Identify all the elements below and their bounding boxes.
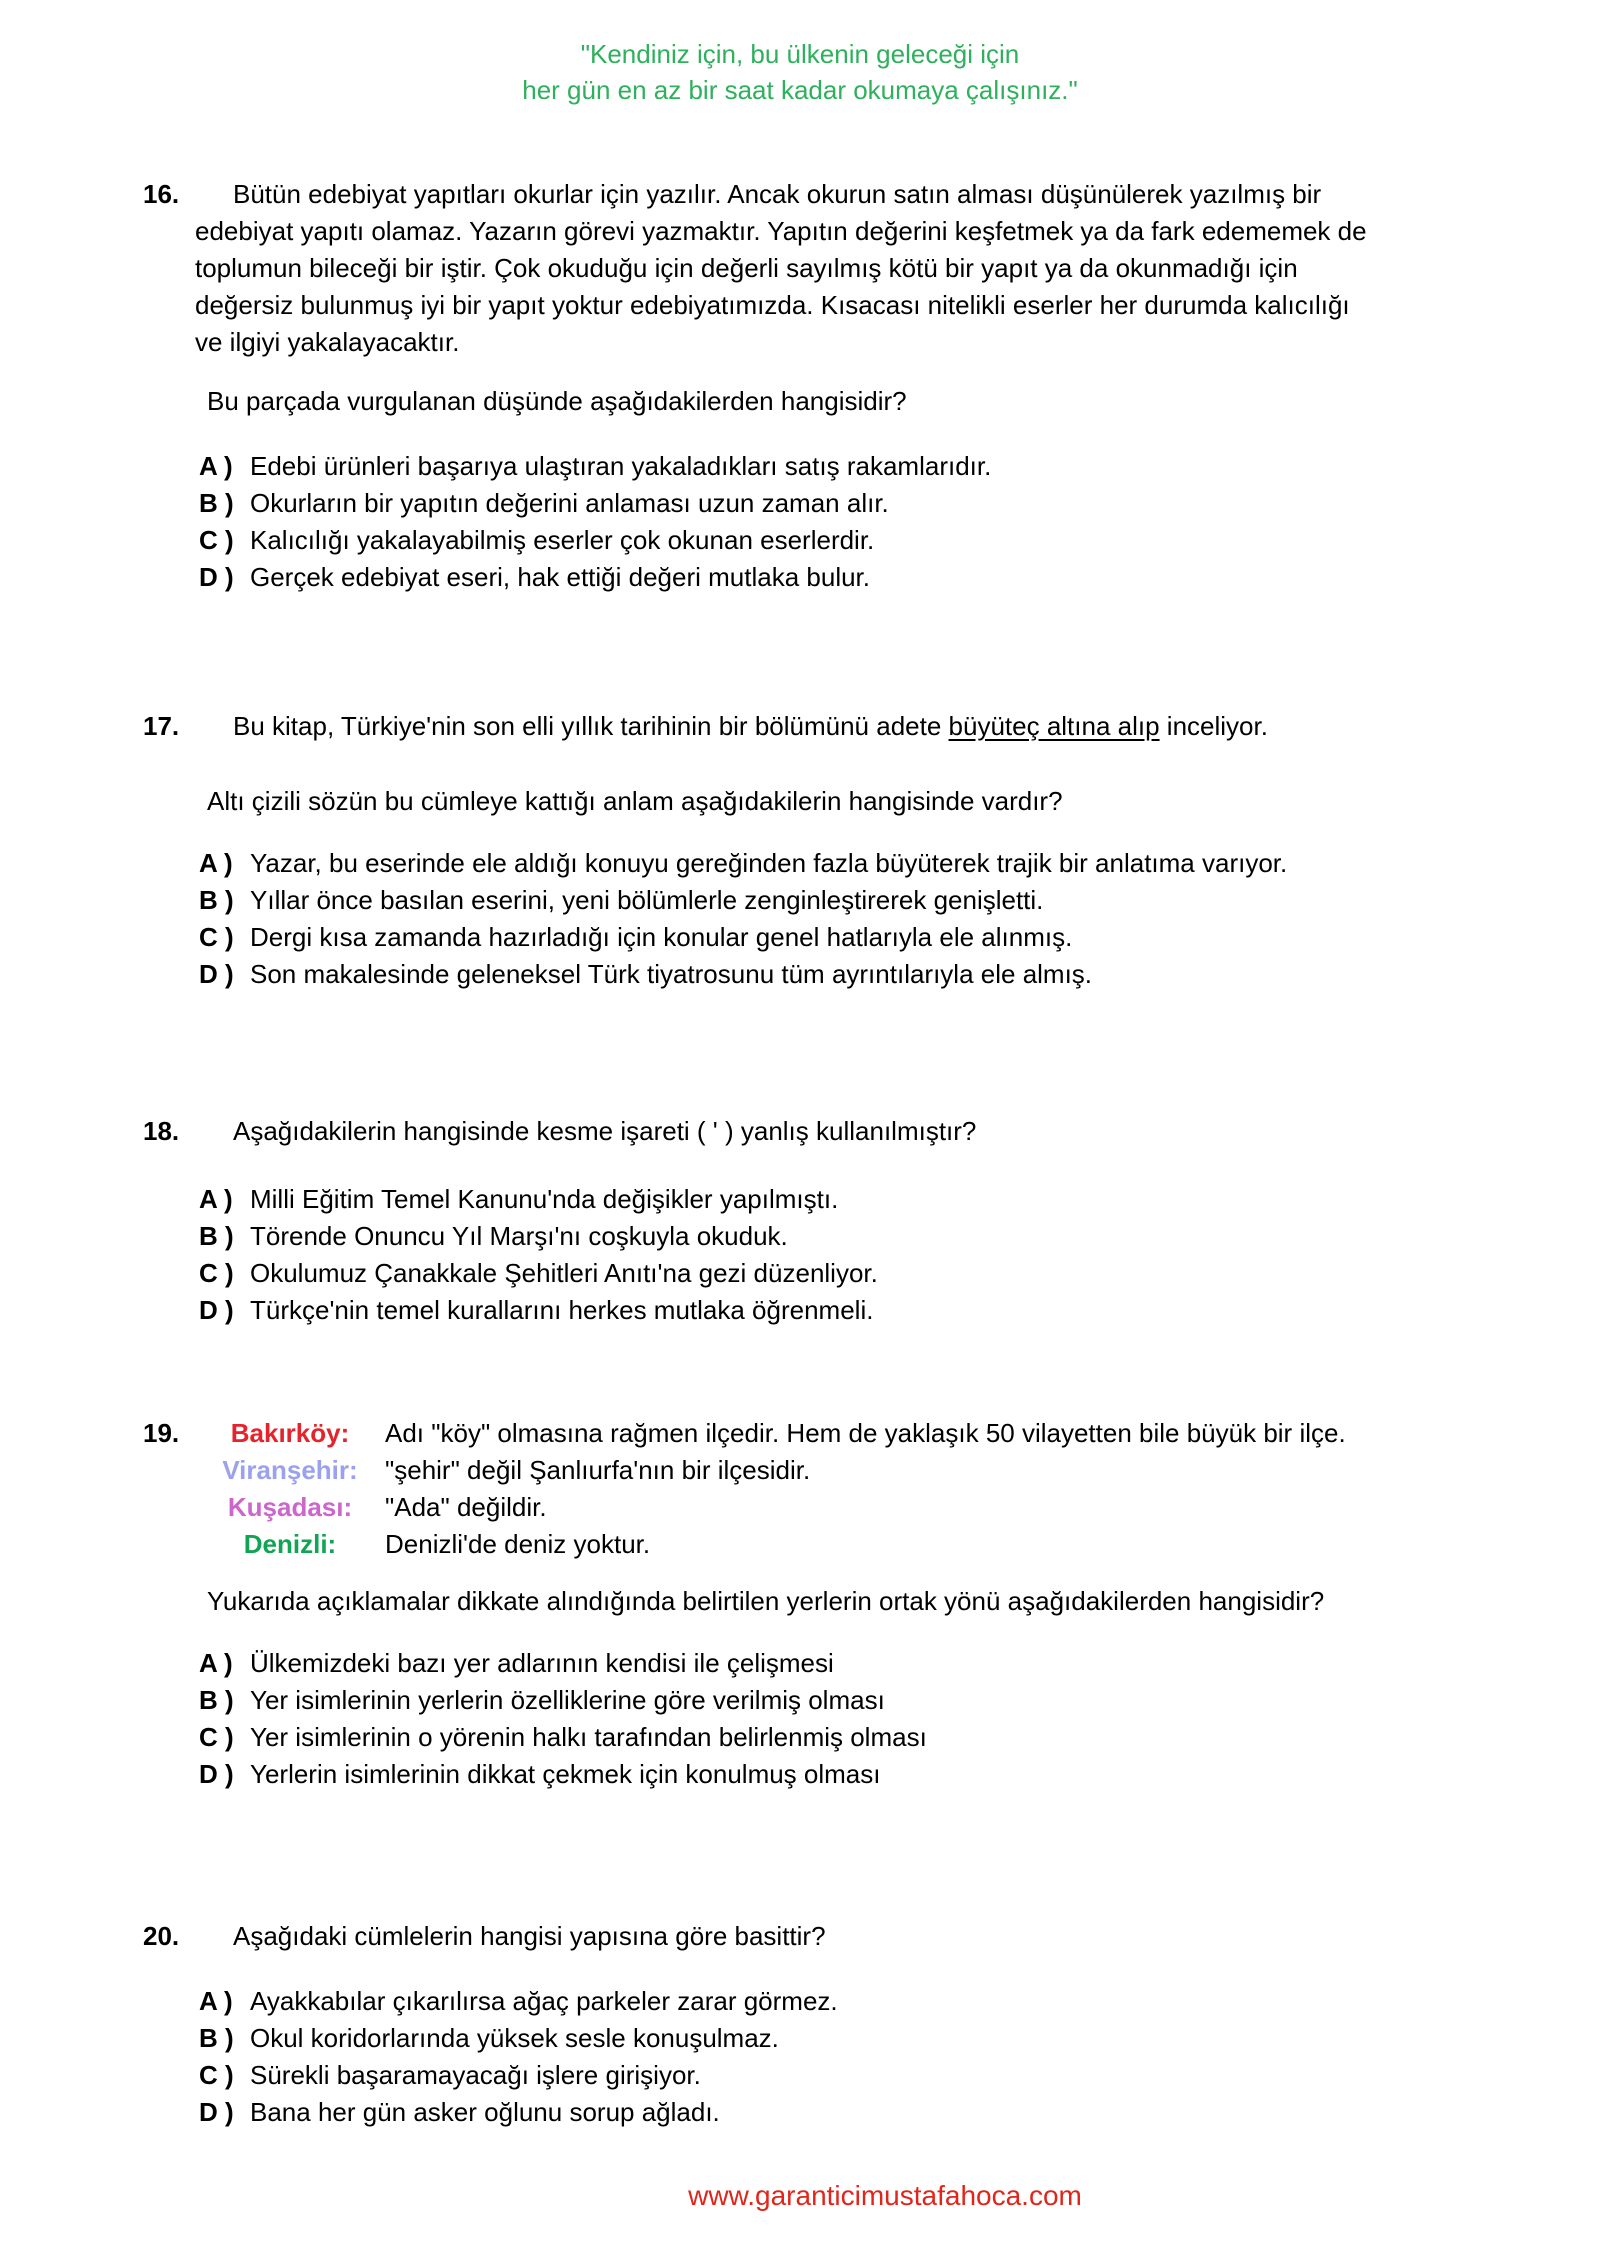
question-18-stem: Aşağıdakilerin hangisinde kesme işareti ( ' ) yanlış kullanılmıştır?: [233, 1116, 977, 1146]
option-20-a: [195, 1983, 1457, 2020]
paragraph-line: değersiz bulunmuş iyi bir yapıt yoktur edebiyatımızda. Kısacası nitelikli eserler her durumda kalıcılığı: [195, 290, 1350, 320]
option-text: Türkçe'nin temel kurallarını herkes mutlaka öğrenmeli.: [250, 1295, 874, 1325]
option-letter: A ): [199, 1648, 233, 1678]
option-text: Okulumuz Çanakkale Şehitleri Anıtı'na gezi düzenliyor.: [250, 1258, 878, 1288]
option-18-b: [195, 1218, 1457, 1255]
option-17-b: [195, 882, 1457, 919]
place-row: [195, 1526, 1457, 1563]
option-text: Yerlerin isimlerinin dikkat çekmek için konulmuş olması: [250, 1759, 881, 1789]
option-letter: D ): [199, 1295, 234, 1325]
option-letter: B ): [199, 488, 234, 518]
question-19-stem: Yukarıda açıklamalar dikkate alındığında belirtilen yerlerin ortak yönü aşağıdakilerden hangisidir?: [207, 1586, 1325, 1616]
option-16-b: [195, 485, 1457, 522]
sentence-before: Bu kitap, Türkiye'nin son elli yıllık tarihinin bir bölümünü adete: [233, 711, 949, 741]
question-16-body: [195, 176, 1457, 596]
option-text: Ülkemizdeki bazı yer adlarının kendisi ile çelişmesi: [250, 1648, 834, 1678]
option-text: Yer isimlerinin yerlerin özelliklerine göre verilmiş olması: [250, 1685, 885, 1715]
question-20-body: [195, 1918, 1457, 2131]
header-quote-line1: "Kendiniz için, bu ülkenin geleceği için: [580, 39, 1020, 69]
option-letter: B ): [199, 1221, 234, 1251]
option-letter: A ): [199, 451, 233, 481]
option-text: Yazar, bu eserinde ele aldığı konuyu gereğinden fazla büyüterek trajik bir anlatıma varıyor.: [250, 848, 1288, 878]
option-text: Yer isimlerinin o yörenin halkı tarafından belirlenmiş olması: [250, 1722, 927, 1752]
question-16-stem: Bu parçada vurgulanan düşünde aşağıdakilerden hangisidir?: [207, 386, 907, 416]
option-text: Gerçek edebiyat eseri, hak ettiği değeri mutlaka bulur.: [250, 562, 871, 592]
option-19-b: [195, 1682, 1457, 1719]
question-18-options: [195, 1181, 1457, 1329]
question-16-options: [195, 448, 1457, 596]
option-letter: C ): [199, 2060, 234, 2090]
option-text: Ayakkabılar çıkarılırsa ağaç parkeler zarar görmez.: [250, 1986, 838, 2016]
question-20-number: 20.: [143, 1921, 180, 1951]
question-17-stem: Altı çizili sözün bu cümleye kattığı anlam aşağıdakilerin hangisinde vardır?: [207, 786, 1063, 816]
paragraph-line: Bütün edebiyat yapıtları okurlar için yazılır. Ancak okurun satın alması düşünülerek yazılmış bir: [233, 179, 1322, 209]
option-16-d: [195, 559, 1457, 596]
option-17-c: [195, 919, 1457, 956]
place-description: Adı "köy" olmasına rağmen ilçedir. Hem de yaklaşık 50 vilayetten bile büyük bir ilçe.: [385, 1418, 1346, 1448]
question-17-options: [195, 845, 1457, 993]
option-letter: D ): [199, 959, 234, 989]
option-20-d: [195, 2094, 1457, 2131]
question-16: [143, 176, 1457, 596]
sentence-after: inceliyor.: [1159, 711, 1268, 741]
question-20-stem: Aşağıdaki cümlelerin hangisi yapısına göre basittir?: [233, 1921, 826, 1951]
option-letter: D ): [199, 1759, 234, 1789]
place-label: Denizli:: [243, 1529, 337, 1559]
option-text: Bana her gün asker oğlunu sorup ağladı.: [250, 2097, 720, 2127]
option-19-d: [195, 1756, 1457, 1793]
option-letter: C ): [199, 525, 234, 555]
option-20-c: [195, 2057, 1457, 2094]
option-text: Son makalesinde geleneksel Türk tiyatrosunu tüm ayrıntılarıyla ele almış.: [250, 959, 1093, 989]
option-text: Dergi kısa zamanda hazırladığı için konular genel hatlarıyla ele alınmış.: [250, 922, 1073, 952]
paragraph-line: toplumun bileceği bir iştir. Çok okuduğu için değerli sayılmış kötü bir yapıt ya da okunmadığı için: [195, 253, 1298, 283]
question-20: [143, 1918, 1457, 2131]
place-row: [195, 1415, 1457, 1452]
question-18: [143, 1113, 1457, 1329]
option-letter: A ): [199, 848, 233, 878]
option-19-c: [195, 1719, 1457, 1756]
option-text: Edebi ürünleri başarıya ulaştıran yakaladıkları satış rakamlarıdır.: [250, 451, 992, 481]
place-description: Denizli'de deniz yoktur.: [385, 1529, 651, 1559]
place-label: Kuşadası:: [227, 1492, 353, 1522]
option-letter: C ): [199, 1258, 234, 1288]
place-label: Bakırköy:: [230, 1418, 350, 1448]
option-16-a: [195, 448, 1457, 485]
option-letter: C ): [199, 922, 234, 952]
question-17: [143, 708, 1457, 993]
question-19-number: 19.: [143, 1418, 180, 1448]
option-17-d: [195, 956, 1457, 993]
paragraph-line: edebiyat yapıtı olamaz. Yazarın görevi yazmaktır. Yapıtın değerini keşfetmek ya da fark edememek de: [195, 216, 1367, 246]
question-18-body: [195, 1113, 1457, 1329]
option-text: Yıllar önce basılan eserini, yeni bölümlerle zenginleştirerek genişletti.: [250, 885, 1044, 915]
question-19: [143, 1415, 1457, 1793]
option-text: Okurların bir yapıtın değerini anlaması uzun zaman alır.: [250, 488, 889, 518]
question-19-place-list: [195, 1415, 1457, 1563]
option-letter: B ): [199, 1685, 234, 1715]
option-20-b: [195, 2020, 1457, 2057]
question-19-options: [195, 1645, 1457, 1793]
place-row: [195, 1489, 1457, 1526]
header-quote-line2: her gün en az bir saat kadar okumaya çalışınız.": [522, 75, 1078, 105]
question-16-number: 16.: [143, 179, 180, 209]
option-18-c: [195, 1255, 1457, 1292]
question-20-options: [195, 1983, 1457, 2131]
option-letter: A ): [199, 1184, 233, 1214]
place-label: Viranşehir:: [222, 1455, 358, 1485]
option-text: Kalıcılığı yakalayabilmiş eserler çok okunan eserlerdir.: [250, 525, 875, 555]
option-19-a: [195, 1645, 1457, 1682]
question-16-paragraph: [195, 176, 1457, 361]
place-description: "şehir" değil Şanlıurfa'nın bir ilçesidir.: [385, 1455, 811, 1485]
underlined-phrase: büyüteç altına alıp: [948, 711, 1160, 741]
option-letter: D ): [199, 2097, 234, 2127]
option-18-d: [195, 1292, 1457, 1329]
header-quote: [143, 36, 1457, 108]
option-16-c: [195, 522, 1457, 559]
option-text: Okul koridorlarında yüksek sesle konuşulmaz.: [250, 2023, 779, 2053]
option-text: Milli Eğitim Temel Kanunu'nda değişikler yapılmıştı.: [250, 1184, 839, 1214]
place-description: "Ada" değildir.: [385, 1492, 547, 1522]
option-18-a: [195, 1181, 1457, 1218]
option-17-a: [195, 845, 1457, 882]
option-letter: B ): [199, 2023, 234, 2053]
option-letter: D ): [199, 562, 234, 592]
question-17-number: 17.: [143, 711, 180, 741]
option-letter: B ): [199, 885, 234, 915]
option-letter: A ): [199, 1986, 233, 2016]
question-18-number: 18.: [143, 1116, 180, 1146]
question-17-sentence: [195, 708, 1457, 745]
question-19-body: [195, 1415, 1457, 1793]
option-letter: C ): [199, 1722, 234, 1752]
question-17-body: [195, 708, 1457, 993]
option-text: Törende Onuncu Yıl Marşı'nı coşkuyla okuduk.: [250, 1221, 788, 1251]
paragraph-line: ve ilgiyi yakalayacaktır.: [195, 327, 460, 357]
footer-url: www.garanticimustafahoca.com: [688, 2180, 1082, 2211]
place-row: [195, 1452, 1457, 1489]
option-text: Sürekli başaramayacağı işlere girişiyor.: [250, 2060, 701, 2090]
